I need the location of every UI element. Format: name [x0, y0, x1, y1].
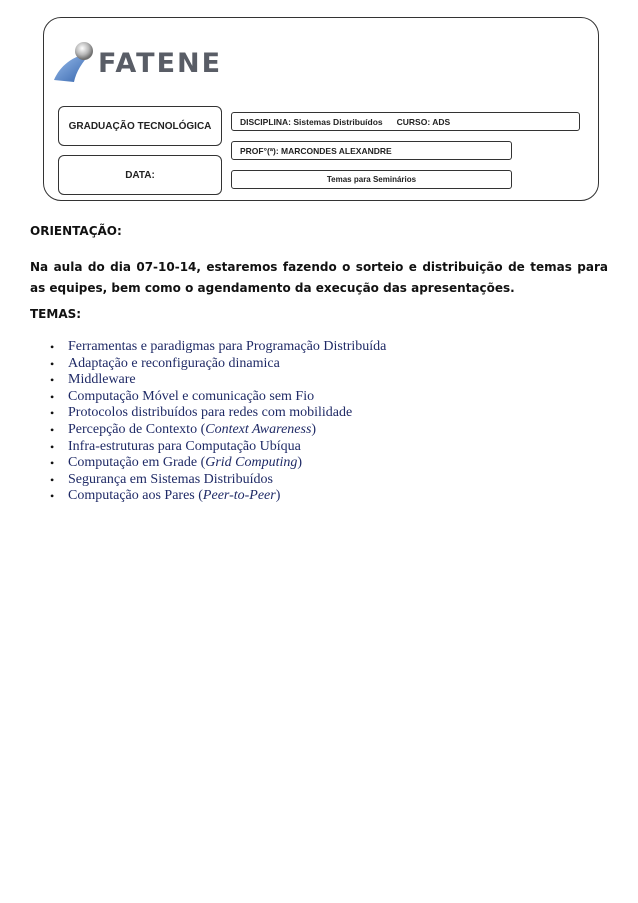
graduacao-label: GRADUAÇÃO TECNOLÓGICA: [68, 120, 212, 132]
bullet-icon: •: [50, 389, 55, 404]
curso-label: CURSO: ADS: [396, 116, 451, 127]
data-box: [58, 155, 222, 195]
bullet-icon: •: [50, 340, 55, 354]
list-item: • Protocolos distribuídos para redes com mobilidade: [50, 405, 353, 421]
bullet-icon: •: [50, 373, 55, 388]
list-item: • Infra-estruturas para Computação Ubíqua: [50, 438, 301, 454]
list-item: • Computação Móvel e comunicação sem Fio: [50, 388, 315, 404]
list-item: • Computação aos Pares (Peer-to-Peer): [50, 488, 281, 504]
temas-seminarios-box: [231, 170, 512, 189]
list-item: • Percepção de Contexto (Context Awareness): [50, 421, 317, 437]
list-item: • Middleware: [50, 372, 136, 388]
temas-title: TEMAS:: [30, 307, 82, 321]
data-label: DATA:: [125, 169, 155, 181]
logo-text: FATENE: [98, 48, 223, 79]
list-item: • Segurança em Sistemas Distribuídos: [50, 471, 273, 487]
bullet-icon: •: [50, 406, 55, 421]
disciplina-box: [231, 112, 580, 131]
professor-box: [231, 141, 512, 160]
disciplina-label: DISCIPLINA: Sistemas Distribuídos: [240, 116, 383, 127]
bullet-icon: •: [50, 489, 55, 504]
graduacao-box: [58, 106, 222, 146]
bullet-icon: •: [50, 439, 55, 454]
list-item: • Ferramentas e paradigmas para Programação Distribuída: [50, 339, 387, 354]
list-item: • Computação em Grade (Grid Computing): [50, 455, 303, 471]
bullet-icon: •: [50, 472, 55, 487]
bullet-icon: •: [50, 422, 55, 437]
temas-seminarios-label: Temas para Seminários: [326, 175, 417, 184]
topics-list: [30, 339, 590, 505]
list-item: • Adaptação e reconfiguração dinamica: [50, 355, 280, 371]
bullet-icon: •: [50, 356, 55, 371]
professor-label: PROF°(ª): MARCONDES ALEXANDRE: [240, 145, 392, 156]
orientacao-text: Na aula do dia 07-10-14, estaremos fazendo o sorteio e distribuição de temas para as equipes, bem como o agendamento da execução das apresentações.: [30, 260, 608, 295]
orientacao-title: ORIENTAÇÃO:: [30, 224, 122, 238]
bullet-icon: •: [50, 456, 55, 471]
